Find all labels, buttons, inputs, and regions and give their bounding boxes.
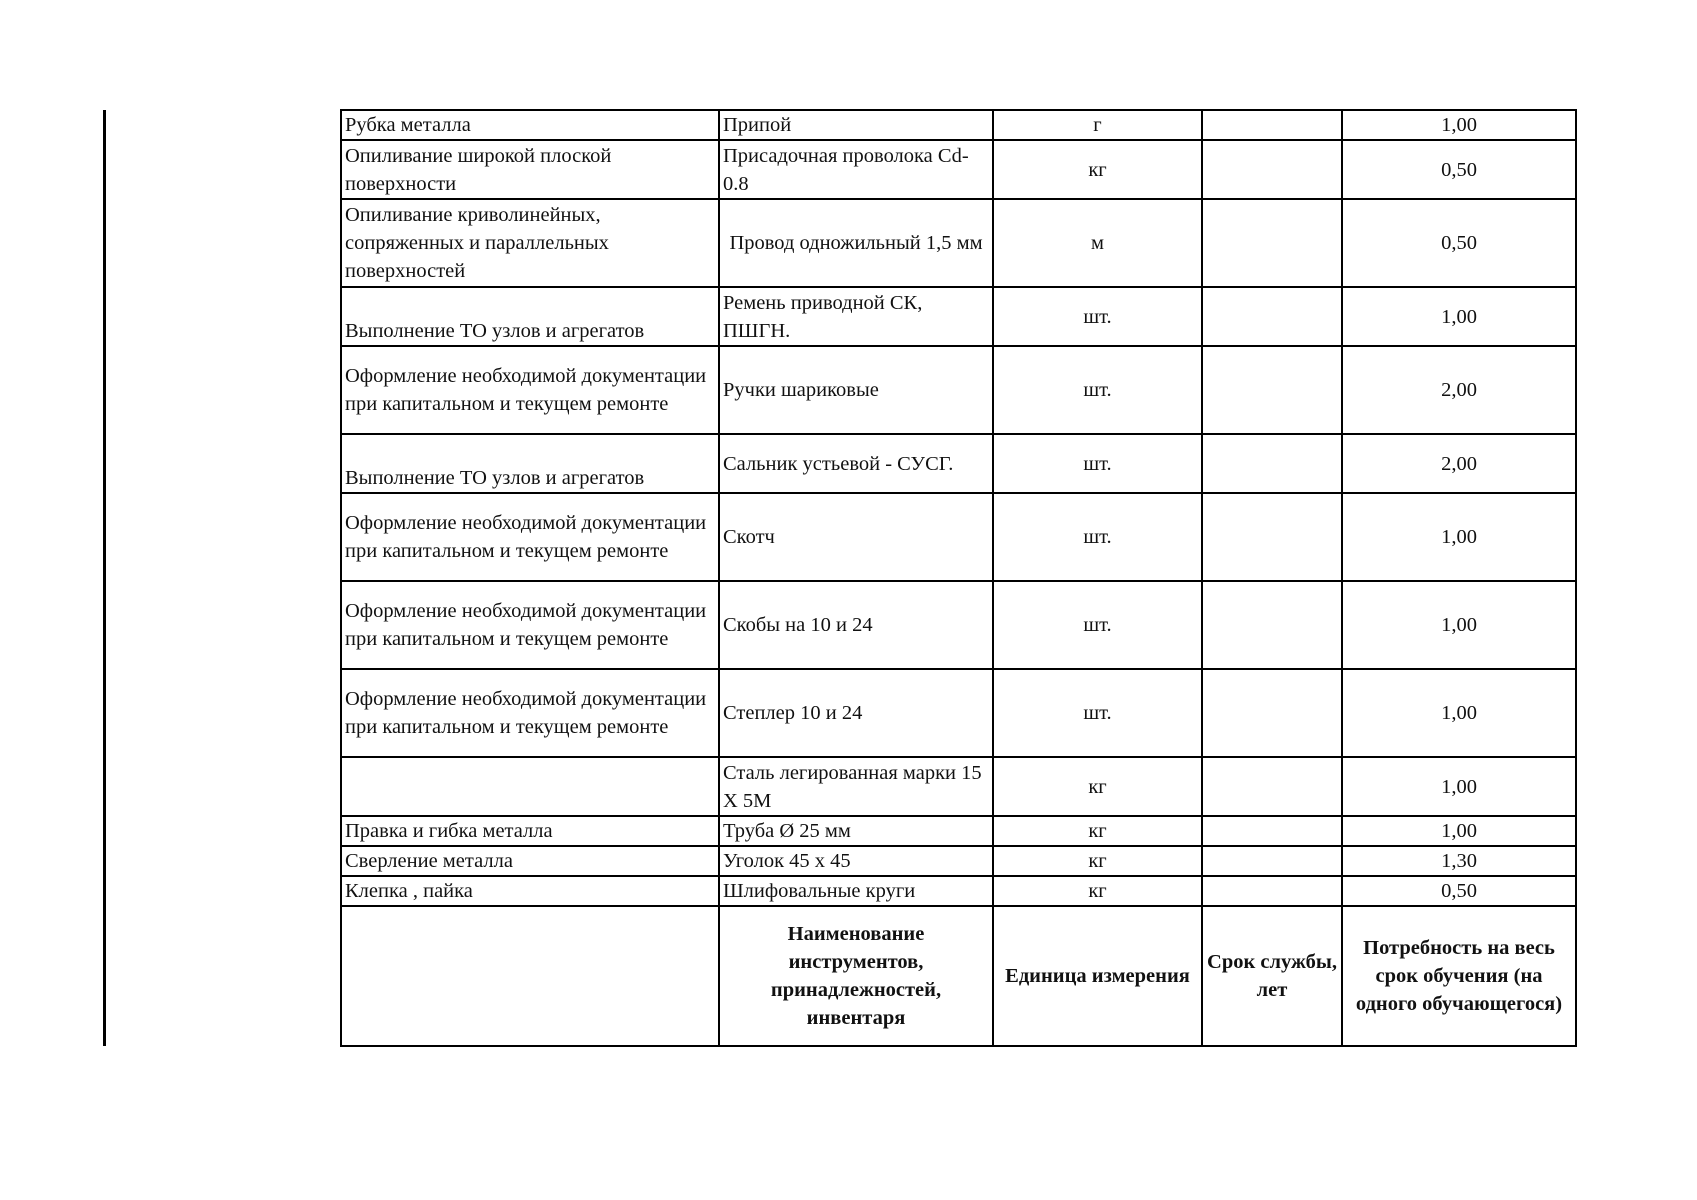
work-cell: Оформление необходимой документации при капитальном и текущем ремонте <box>341 581 719 669</box>
header-item-cell: Наименование инструментов, принадлежностей, инвентаря <box>719 906 993 1046</box>
unit-cell: кг <box>993 846 1202 876</box>
unit-cell: шт. <box>993 346 1202 434</box>
item-cell: Скотч <box>719 493 993 581</box>
item-cell: Ремень приводной СК, ПШГН. <box>719 287 993 346</box>
unit-cell: г <box>993 110 1202 140</box>
table-row <box>341 757 1576 816</box>
work-cell: Опиливание широкой плоской поверхности <box>341 140 719 199</box>
term-cell <box>1202 199 1342 287</box>
work-cell <box>341 757 719 816</box>
work-cell: Оформление необходимой документации при капитальном и текущем ремонте <box>341 493 719 581</box>
term-cell <box>1202 434 1342 493</box>
item-cell: Скобы на 10 и 24 <box>719 581 993 669</box>
work-cell: Оформление необходимой документации при капитальном и текущем ремонте <box>341 346 719 434</box>
need-cell: 1,00 <box>1342 287 1576 346</box>
header-unit-cell: Единица измерения <box>993 906 1202 1046</box>
unit-cell: шт. <box>993 493 1202 581</box>
work-cell: Опиливание криволинейных, сопряженных и параллельных поверхностей <box>341 199 719 287</box>
unit-cell: шт. <box>993 581 1202 669</box>
unit-cell: кг <box>993 140 1202 199</box>
unit-cell: шт. <box>993 669 1202 757</box>
need-cell: 2,00 <box>1342 346 1576 434</box>
materials-table <box>340 109 1577 1047</box>
need-cell: 1,00 <box>1342 669 1576 757</box>
term-cell <box>1202 581 1342 669</box>
term-cell <box>1202 493 1342 581</box>
table-row <box>341 434 1576 493</box>
need-cell: 1,00 <box>1342 110 1576 140</box>
term-cell <box>1202 876 1342 906</box>
term-cell <box>1202 346 1342 434</box>
header-need-cell: Потребность на весь срок обучения (на одного обучающегося) <box>1342 906 1576 1046</box>
table-row <box>341 816 1576 846</box>
term-cell <box>1202 110 1342 140</box>
table-row <box>341 669 1576 757</box>
unit-cell: шт. <box>993 434 1202 493</box>
table-row <box>341 140 1576 199</box>
item-cell: Провод одножильный 1,5 мм <box>719 199 993 287</box>
item-cell: Уголок 45 х 45 <box>719 846 993 876</box>
unit-cell: кг <box>993 876 1202 906</box>
need-cell: 0,50 <box>1342 140 1576 199</box>
unit-cell: шт. <box>993 287 1202 346</box>
work-cell: Оформление необходимой документации при капитальном и текущем ремонте <box>341 669 719 757</box>
term-cell <box>1202 757 1342 816</box>
unit-cell: кг <box>993 816 1202 846</box>
need-cell: 0,50 <box>1342 199 1576 287</box>
item-cell: Шлифовальные круги <box>719 876 993 906</box>
table-row <box>341 199 1576 287</box>
item-cell: Присадочная проволока Cd-0.8 <box>719 140 993 199</box>
table-row <box>341 581 1576 669</box>
need-cell: 0,50 <box>1342 876 1576 906</box>
term-cell <box>1202 140 1342 199</box>
item-cell: Степлер 10 и 24 <box>719 669 993 757</box>
term-cell <box>1202 816 1342 846</box>
term-cell <box>1202 287 1342 346</box>
header-work-cell <box>341 906 719 1046</box>
unit-cell: кг <box>993 757 1202 816</box>
item-cell: Припой <box>719 110 993 140</box>
term-cell <box>1202 846 1342 876</box>
header-term-cell: Срок службы, лет <box>1202 906 1342 1046</box>
work-cell: Выполнение ТО узлов и агрегатов <box>341 287 719 346</box>
table-row <box>341 493 1576 581</box>
work-cell: Рубка металла <box>341 110 719 140</box>
table-row <box>341 846 1576 876</box>
work-cell: Клепка , пайка <box>341 876 719 906</box>
need-cell: 2,00 <box>1342 434 1576 493</box>
need-cell: 1,30 <box>1342 846 1576 876</box>
unit-cell: м <box>993 199 1202 287</box>
work-cell: Правка и гибка металла <box>341 816 719 846</box>
item-cell: Ручки шариковые <box>719 346 993 434</box>
table-row <box>341 287 1576 346</box>
table-row <box>341 346 1576 434</box>
need-cell: 1,00 <box>1342 757 1576 816</box>
term-cell <box>1202 669 1342 757</box>
need-cell: 1,00 <box>1342 581 1576 669</box>
need-cell: 1,00 <box>1342 493 1576 581</box>
header-row <box>341 906 1576 1046</box>
item-cell: Труба Ø 25 мм <box>719 816 993 846</box>
work-cell: Сверление металла <box>341 846 719 876</box>
table-row <box>341 110 1576 140</box>
page-margin-line <box>103 110 106 1046</box>
table-row <box>341 876 1576 906</box>
item-cell: Сталь легированная марки 15 Х 5М <box>719 757 993 816</box>
need-cell: 1,00 <box>1342 816 1576 846</box>
item-cell: Сальник устьевой - СУСГ. <box>719 434 993 493</box>
work-cell: Выполнение ТО узлов и агрегатов <box>341 434 719 493</box>
